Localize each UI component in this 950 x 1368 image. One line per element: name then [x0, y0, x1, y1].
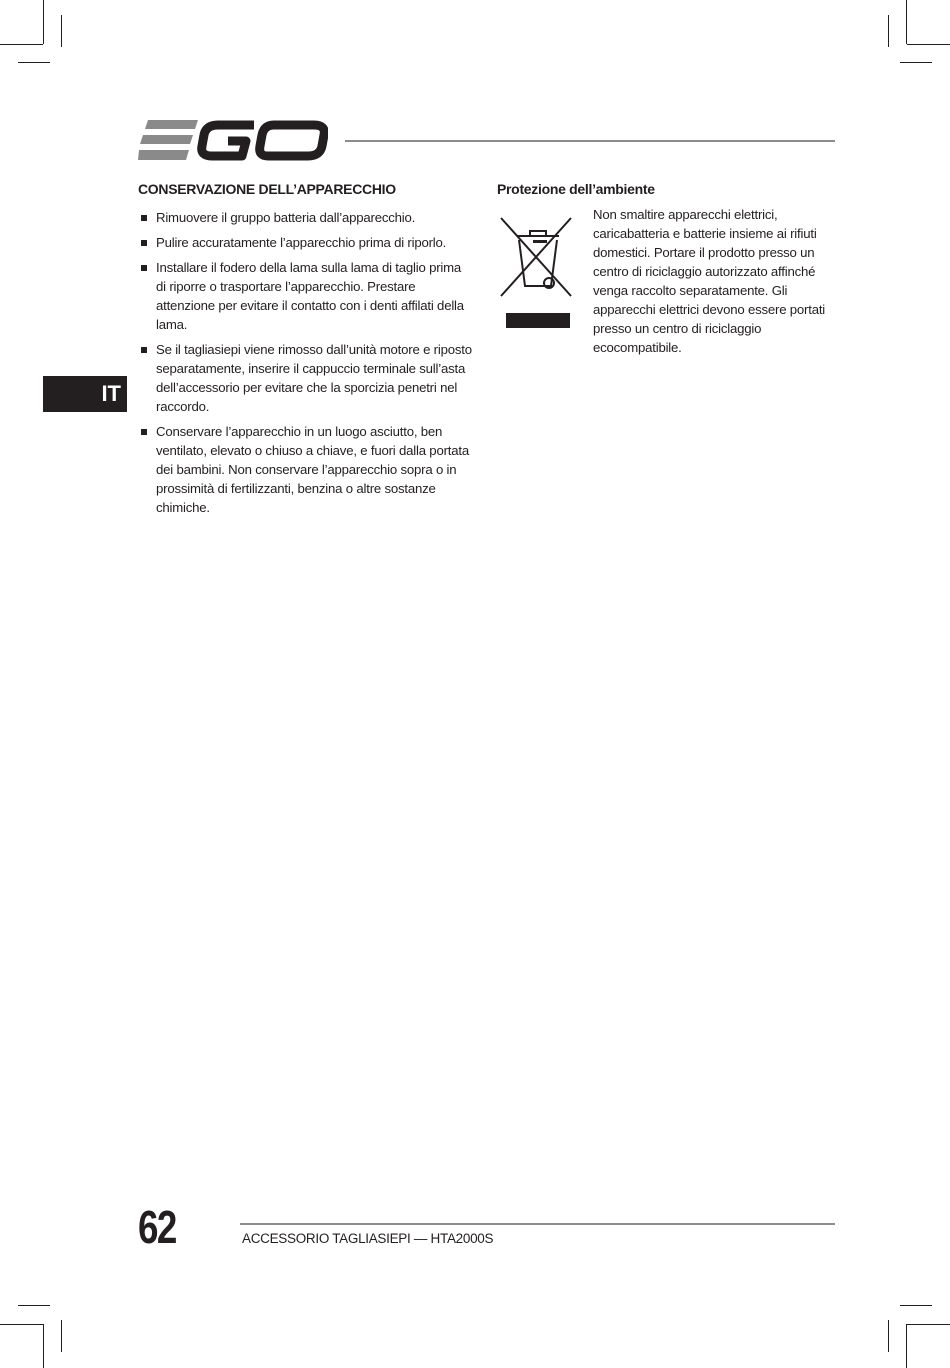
crop-mark	[907, 1324, 950, 1325]
list-item	[138, 422, 473, 517]
bullet-square-icon	[141, 429, 147, 435]
crop-mark	[906, 1324, 907, 1368]
crop-mark	[888, 15, 889, 47]
crop-mark	[0, 1324, 43, 1325]
storage-list	[138, 208, 473, 517]
page-number: 62	[138, 1201, 176, 1253]
ego-logo	[138, 118, 328, 162]
crop-mark	[0, 44, 43, 45]
list-item-text: Conservare l’apparecchio in un luogo asciutto, ben ventilato, elevato o chiuso a chiave, e fuori dalla portata dei bambini. Non conservare l’apparecchio sopra o in prossimità di fertilizzanti, benzina o altre sostanze chimiche.	[156, 424, 469, 515]
list-item	[138, 258, 473, 334]
footer-product-title: ACCESSORIO TAGLIASIEPI — HTA2000S	[242, 1231, 494, 1246]
bullet-square-icon	[141, 240, 147, 246]
bullet-square-icon	[141, 347, 147, 353]
crop-mark	[61, 1320, 62, 1352]
environment-title: Protezione dell’ambiente	[497, 181, 655, 197]
crop-mark	[18, 62, 50, 63]
list-item	[138, 340, 473, 416]
logo-e-bars	[138, 120, 198, 160]
logo-go-letters	[202, 125, 325, 156]
list-item-text: Rimuovere il gruppo batteria dall’apparecchio.	[156, 210, 416, 225]
list-item-text: Installare il fodero della lama sulla lama di taglio prima di riporre o trasportare l’apparecchio. Prestare attenzione per evitare il contatto con i denti affilati della lama.	[156, 260, 464, 332]
crop-mark	[900, 62, 932, 63]
bullet-square-icon	[141, 265, 147, 271]
footer-rule	[240, 1223, 835, 1225]
bullet-square-icon	[141, 215, 147, 221]
storage-title: CONSERVAZIONE DELL’APPARECCHIO	[138, 181, 396, 197]
crop-mark	[43, 0, 44, 44]
weee-crossed-bin-icon	[497, 214, 575, 332]
list-item	[138, 233, 473, 252]
crop-mark	[907, 44, 950, 45]
crop-mark	[43, 1324, 44, 1368]
header-rule	[345, 140, 835, 142]
list-item-text: Pulire accuratamente l’apparecchio prima di riporlo.	[156, 235, 447, 250]
list-item-text: Se il tagliasiepi viene rimosso dall’unità motore e riposto separatamente, inserire il cappuccio terminale sull’asta dell’accessorio per evitare che la sporcizia penetri nel raccordo.	[156, 342, 472, 414]
crop-mark	[18, 1305, 50, 1306]
crop-mark	[888, 1320, 889, 1352]
list-item	[138, 208, 473, 227]
environment-text: Non smaltire apparecchi elettrici, caricabatteria e batterie insieme ai rifiuti domestici. Portare il prodotto presso un centro di riciclaggio autorizzato affinché venga raccolto separatamente. Gli apparecchi elettrici devono essere portati presso un centro di riciclaggio ecocompatibile.	[593, 207, 826, 355]
environment-section	[497, 180, 842, 355]
storage-section	[138, 180, 473, 523]
crop-mark	[900, 1305, 932, 1306]
crop-mark	[61, 15, 62, 47]
language-tab: IT	[43, 376, 127, 412]
crop-mark	[906, 0, 907, 44]
